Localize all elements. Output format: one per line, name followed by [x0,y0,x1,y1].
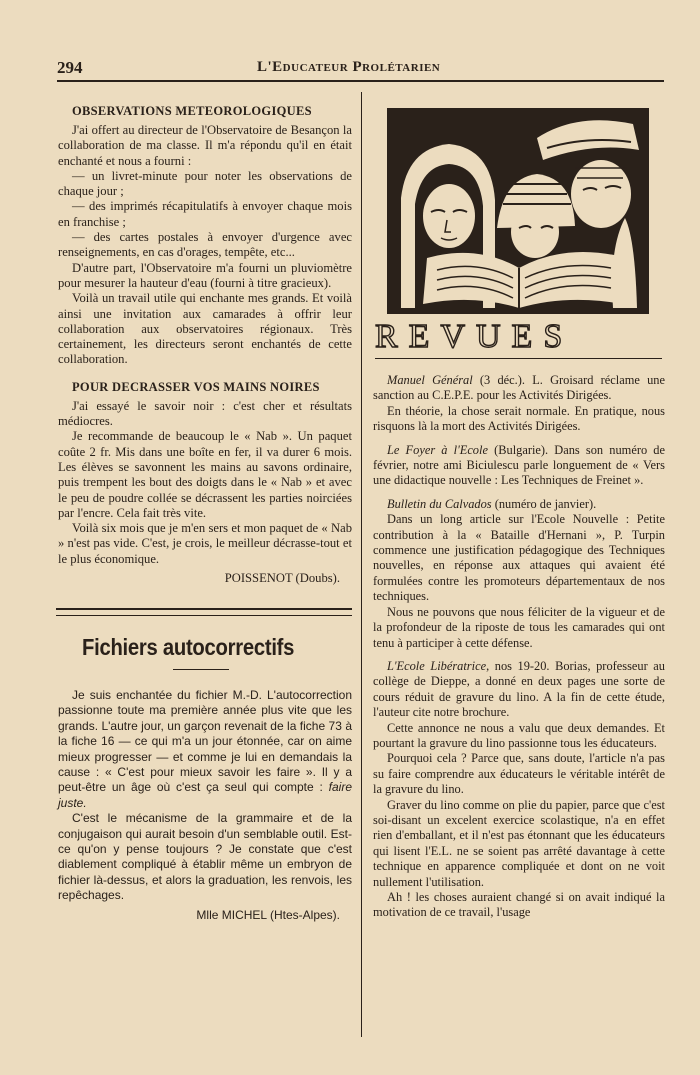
right-column [373,100,665,921]
meteo-paragraph: — des imprimés récapitulatifs à envoyer chaque mois en franchise ; [58,199,352,229]
review-title: Manuel Général [387,373,473,387]
meteo-paragraph: — un livret-minute pour noter les observations de chaque jour ; [58,168,352,199]
header-rule [57,80,664,82]
review-foyer [373,443,665,489]
revues-title: REVUES [375,318,574,355]
review-paragraph: Le Foyer à l'Ecole (Bulgarie). Dans son numéro de février, notre ami Biciulescu parle longuement de « Vers une didactique nouvelle : Les Techniques de Freinet ». [373,442,665,488]
fichiers-title-rule [173,669,229,670]
fichiers-paragraph: C'est le mécanisme de la grammaire et de la conjugaison qui aurait besoin d'un semblable outil. Est-ce qu'on y pense toujours ? Je constate que c'est diablement compliqué à établir même un embryon de fichier là-dessus, et alors la graduation, les renvois, les repêchages. [58,811,352,903]
review-paragraph: Manuel Général (3 déc.). L. Groisard réclame une sanction au C.E.P.E. pour les Activités Dirigées. [373,373,665,403]
review-calvados [373,497,665,651]
review-paragraph: Graver du lino comme on plie du papier, parce que c'est soi-disant un excelent exercice scolastique, n'a en effet rien d'emballant, et il n'est pas étonnant que les éducateurs qui lisent l'E.L. ne se soient pas arrêté davantage à cette technique en apparence compliquée et dont on ne voit nullement l'utilisation. [373,797,665,889]
mains-article [58,380,352,586]
review-paragraph: Bulletin du Calvados (numéro de janvier). [387,496,597,511]
fichiers-signature: Mlle MICHEL (Htes-Alpes). [196,907,340,922]
meteo-paragraph: J'ai offert au directeur de l'Observatoire de Besançon la collaboration de ma classe. Il m'a répondu qu'il en était enchanté et nous a fourni : [58,123,352,168]
page-number: 294 [57,58,83,77]
meteo-paragraph: — des cartes postales à envoyer d'urgence avec renseignements, en cas d'orages, tempête, etc... [58,230,352,260]
mains-title: POUR DECRASSER VOS MAINS NOIRES [72,379,320,394]
review-paragraph: Cette annonce ne nous a valu que deux demandes. Et pourtant la gravure du lino passionne tous les éducateurs. [373,720,665,750]
meteo-paragraph: D'autre part, l'Observatoire m'a fourni un pluviomètre pour mesurer la hauteur d'eau (fourni à titre gracieux). [58,260,352,290]
column-divider [361,92,362,1037]
revues-rule [375,358,662,359]
review-title: L'Ecole Libératrice [387,658,487,673]
review-paragraph: Ah ! les choses auraient changé si on avait indiqué la motivation de ce travail, l'usage [373,890,665,920]
review-manuel-general [373,373,665,435]
journal-title: L'Educateur Prolétarien [257,59,441,75]
meteo-paragraph: Voilà un travail utile qui enchante mes grands. Et voilà ainsi une invitation aux camarades à offrir leur collaboration aux observatoires régionaux. Très certainement, les directeurs seront enchantés de cette collaboration. [58,291,352,367]
fichiers-paragraph: Je suis enchantée du fichier M.-D. L'autocorrection passionne toute ma première année plus vite que les grands. L'autre jour, un garçon revenait de la fiche 73 à la fiche 16 — ce qui m'a un jour étonnée, car on aime mieux progresser — et comme je lui en demandais la cause : « C'est pour mieux savoir les faire ». Il y a peut-être un âge où c'est ça seul qui compte : faire juste. [58,688,352,810]
fichiers-article [58,634,352,923]
review-title: Le Foyer à l'Ecole [387,442,488,457]
mains-paragraph: Voilà six mois que je m'en sers et mon paquet de « Nab » n'est pas vide. C'est, je crois, le meilleur décrasse-tout et le plus économique. [58,521,352,566]
fichiers-title: Fichiers autocorrectifs [82,634,295,661]
review-title: Bulletin du Calvados [387,496,492,511]
mains-signature: POISSENOT (Doubs). [224,571,340,586]
mains-paragraph: Je recommande de beaucoup le « Nab ». Un paquet coûte 2 fr. Mis dans une boîte en fer, il va durer 6 mois. Les élèves se savonnent les mains au savons ordinaire, puis trempent les bout des doigts dans le « Nab » et avec le peu de poudre collée se décrassent les parties noirciées par l'encre. Cela fait très vite. [58,429,352,520]
fichiers-emphasis: faire juste. [58,780,352,810]
review-paragraph: Dans un long article sur l'Ecole Nouvelle : Petite contribution à la « Bataille d'Hernani », P. Turpin commence une justification pédagogique des Techniques nouvelles, en réponse aux attaques qui avaient été formulées contre les promoteurs départementaux de nos techniques. [373,512,665,604]
review-paragraph: L'Ecole Libératrice, nos 19-20. Borias, professeur au collège de Dieppe, a donné en deux pages une sorte de cours réduit de gravure du lino. A la fin de cette étude, l'auteur cite notre brochure. [373,658,665,720]
review-ecole-liberatrice [373,659,665,921]
mains-paragraph: J'ai essayé le savoir noir : c'est cher et résultats médiocres. [58,398,352,429]
review-paragraph: Pourquoi cela ? Parce que, sans doute, l'article n'a pas su faire comprendre aux éducateurs le véritable intérêt de la gravure du lino. [373,751,665,797]
meteo-article [58,104,352,368]
page-header [57,58,664,82]
left-column [58,100,352,923]
review-paragraph: En théorie, la chose serait normale. En pratique, nous risquons là la mort des Activités Dirigées. [373,403,665,434]
section-double-rule [56,608,352,616]
woodcut-illustration [387,108,649,314]
review-paragraph: Nous ne pouvons que nous féliciter de la vigueur et de la profondeur de la riposte de tous les camarades qui ont tenu à participer à cette défense. [373,604,665,650]
meteo-title: OBSERVATIONS METEOROLOGIQUES [72,104,312,118]
